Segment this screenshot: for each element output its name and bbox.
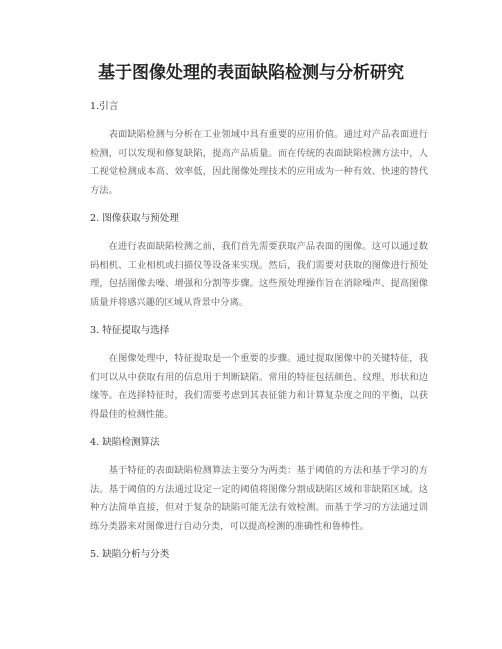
section-detection-algorithm <box>90 436 428 536</box>
section-introduction <box>90 100 428 200</box>
section-paragraph: 基于特征的表面缺陷检测算法主要分为两类：基于阈值的方法和基于学习的方法。基于阈值的方法通过设定一定的阈值将图像分割成缺陷区域和非缺陷区域。这种方法简单直接，但对于复杂的缺陷可能无法有效检测。而基于学习的方法通过训练分类器来对图像进行自动分类，可以提高检测的准确性和鲁棒性。 <box>90 465 428 532</box>
section-image-acquisition <box>90 212 428 312</box>
section-heading: 5. 缺陷分析与分类 <box>90 549 170 560</box>
section-feature-extraction <box>90 324 428 424</box>
document-title: 基于图像处理的表面缺陷检测与分析研究 <box>98 63 404 83</box>
section-heading: 3. 特征提取与选择 <box>90 325 170 336</box>
section-heading: 4. 缺陷检测算法 <box>90 437 160 448</box>
section-paragraph: 在进行表面缺陷检测之前，我们首先需要获取产品表面的图像。这可以通过数码相机、工业相机或扫描仪等设备来实现。然后，我们需要对获取的图像进行预处理，包括图像去噪、增强和分割等步骤。这些预处理操作旨在消除噪声、提高图像质量并将感兴趣的区域从背景中分离。 <box>90 241 428 308</box>
section-defect-analysis <box>90 548 428 562</box>
section-heading: 1.引言 <box>90 101 119 112</box>
section-paragraph: 在图像处理中，特征提取是一个重要的步骤。通过提取图像中的关键特征，我们可以从中获取有用的信息用于判断缺陷。常用的特征包括颜色、纹理、形状和边缘等。在选择特征时，我们需要考虑到其表征能力和计算复杂度之间的平衡，以获得最佳的检测性能。 <box>90 353 428 420</box>
section-paragraph: 表面缺陷检测与分析在工业领域中具有重要的应用价值。通过对产品表面进行检测，可以发现和修复缺陷，提高产品质量。而在传统的表面缺陷检测方法中，人工视觉检测成本高、效率低，因此图像处理技术的应用成为一种有效、快速的替代方法。 <box>90 129 428 196</box>
section-heading: 2. 图像获取与预处理 <box>90 213 179 224</box>
